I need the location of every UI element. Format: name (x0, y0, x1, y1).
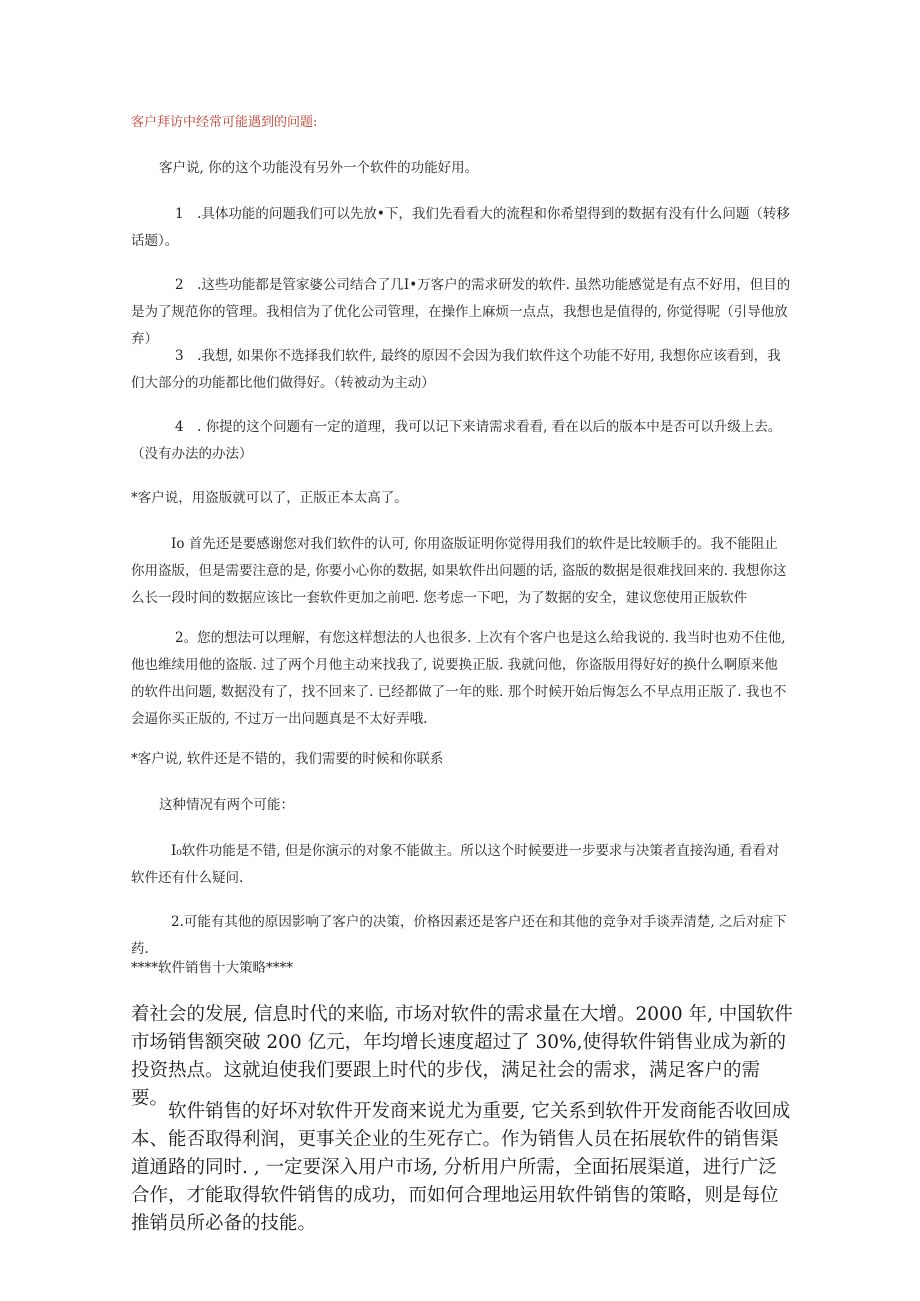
objection-1-answer-2: 2 .这些功能都是管家婆公司结合了几I•万客户的需求研发的软件. 虽然功能感觉是有点不好用，但目的是为了规范你的管理。我相信为了优化公司管理，在操作上麻烦一点点，我想也是值得的, 你觉得呢（引导他放弃） (131, 277, 791, 347)
strategy-title: ****软件销售十大策略**** (131, 960, 293, 976)
objection-2-answer-2: 2。您的想法可以理解，有您这样想法的人也很多. 上次有个客户也是这么给我说的. 我当时也劝不住他, 他也维续用他的盗版. 过了两个月他主动来找我了, 说要换正版. 我就问他，你盗版用得好好的换什么啊原来他的软件出问题, 数据没有了，找不回来了. 已经都做了一年的账. 那个时候开始后悔怎么不早点用正版了. 我也不会逼你买正版的, 不过万一出问题真是不太好弄哦. (131, 630, 787, 727)
objection-1-answer-1: 1 .具体功能的问题我们可以先放•下，我们先看看大的流程和你希望得到的数据有没有什么问题（转移话题）。 (131, 206, 790, 249)
strategy-paragraph-1: 着社会的发展, 信息时代的来临, 市场对软件的需求量在大增。2000 年, 中国软件市场销售额突破 200 亿元，年均增长速度超过了 30%,使得软件销售业成为新的投资热点。这就迫使我们要跟上时代的步伐，满足社会的需求，满足客户的需要。 (131, 1004, 793, 1109)
strategy-paragraph-2: 软件销售的好坏对软件开发商来说尤为重要, 它关系到软件开发商能否收回成本、能否取得利润，更事关企业的生死存亡。作为销售人员在拓展软件的销售渠道通路的同时. , 一定要深入用户市场, 分析用户所需，全面拓展渠道，进行广泛合作，才能取得软件销售的成功，而如何合理地运用软件销售的策略，则是每位推销员所必备的技能。 (131, 1101, 791, 1234)
objection-3-answer-2: 2.可能有其他的原因影响了客户的决策，价格因素还是客户还在和其他的竞争对手谈弄清楚, 之后对症下药. (131, 914, 787, 957)
objection-3-answer-1: I₀软件功能是不错, 但是你演示的对象不能做主。所以这个时候要进一步要求与决策者直接沟通, 看看对软件还有什么疑问. (131, 843, 780, 886)
objection-1-intro: 客户说, 你的这个功能没有另外一个软件的功能好用。 (159, 160, 479, 176)
objection-3-subheading: 这种情况有两个可能： (159, 797, 294, 813)
page-heading: 客户拜访中经常可能遇到的问题: (131, 115, 318, 130)
objection-1-answer-3: 3 .我想, 如果你不选择我们软件, 最终的原因不会因为我们软件这个功能不好用, 我想你应该看到，我们大部分的功能都比他们做得好。（转被动为主动） (131, 348, 781, 391)
objection-1-answer-4: 4 . 你提的这个问题有一定的道理，我可以记下来请需求看看, 看在以后的版本中是否可以升级上去。（没有办法的办法） (131, 419, 782, 462)
objection-2-intro: *客户说，用盗版就可以了，正版正本太高了。 (131, 490, 408, 506)
objection-2-answer-1: Io 首先还是要感谢您对我们软件的认可, 你用盗版证明你觉得用我们的软件是比较顺手的。我不能阻止你用盗版，但是需要注意的是, 你要小心你的数据, 如果软件出问题的话, 盗版的数据是很难找回来的. 我想你这么长一段时间的数据应该比一套软件更加之前吧. 您考虑一下吧，为了数据的安全，建议您使用正版软件 (131, 536, 787, 606)
objection-3-intro: *客户说, 软件还是不错的，我们需要的时候和你联系 (131, 751, 444, 767)
